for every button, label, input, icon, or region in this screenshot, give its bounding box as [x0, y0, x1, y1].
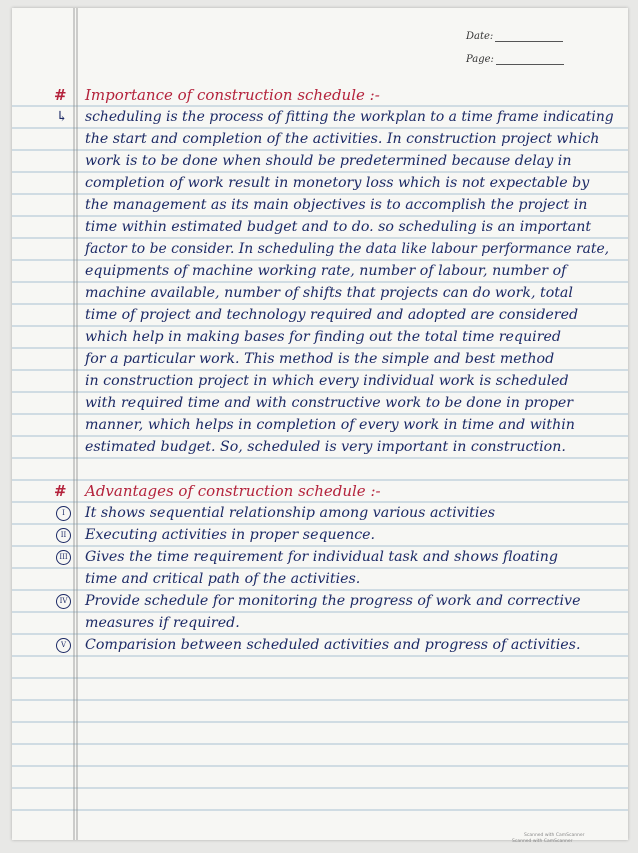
list-item-continued: time and critical path of the activities. — [85, 571, 361, 587]
page-field — [466, 54, 564, 65]
hash-marker: # — [54, 482, 67, 500]
section1-line: equipments of machine working rate, number of labour, number of — [85, 263, 567, 279]
section1-line: in construction project in which every individual work is scheduled — [85, 373, 569, 389]
hash-marker: # — [54, 86, 67, 104]
section1-line: time of project and technology required and adopted are considered — [85, 307, 579, 323]
section1-line: which help in making bases for finding out the total time required — [85, 329, 561, 345]
item-number: III — [56, 550, 71, 565]
list-item-continued: measures if required. — [85, 615, 240, 631]
date-label: Date: — [466, 31, 494, 42]
arrow-icon: ↳ — [56, 109, 68, 125]
section1-line: machine available, number of shifts that projects can do work, total — [85, 285, 573, 301]
section1-line: work is to be done when should be predetermined because delay in — [85, 153, 572, 169]
section2-heading-row — [12, 480, 628, 502]
item-number: I — [56, 506, 71, 521]
section1-line: with required time and with constructive work to be done in proper — [85, 395, 574, 411]
section1-line: for a particular work. This method is the simple and best method — [85, 351, 555, 367]
section1-line: completion of work result in monetory loss which is not expectable by — [85, 175, 590, 191]
list-item: IV Provide schedule for monitoring the progress of work and corrective — [12, 590, 628, 612]
section1-line: manner, which helps in completion of every work in time and within — [85, 417, 575, 433]
list-item: III Gives the time requirement for individual task and shows floating — [12, 546, 628, 568]
section1-heading: Importance of construction schedule :- — [85, 86, 380, 104]
section1-line: time within estimated budget and to do. so scheduling is an important — [85, 219, 592, 235]
item-number: II — [56, 528, 71, 543]
item-number: IV — [56, 594, 71, 609]
list-item: II Executing activities in proper sequence. — [12, 524, 628, 546]
page-label: Page: — [466, 54, 494, 65]
section1-heading-row — [12, 84, 628, 106]
section1-line: the management as its main objectives is to accomplish the project in — [85, 197, 588, 213]
item-number: V — [56, 638, 71, 653]
date-field — [466, 31, 563, 42]
list-item: I It shows sequential relationship among various activities — [12, 502, 628, 524]
section1-line: the start and completion of the activities. In construction project which — [85, 131, 600, 147]
notebook-page — [12, 8, 628, 840]
section1-line: factor to be consider. In scheduling the data like labour performance rate, — [85, 241, 610, 257]
scanner-watermark: Scanned with CamScanner — [524, 833, 585, 838]
section1-line: ↳ scheduling is the process of fitting the workplan to a time frame indicating — [12, 106, 628, 128]
section1-line: estimated budget. So, scheduled is very important in construction. — [85, 439, 566, 455]
section2-heading: Advantages of construction schedule :- — [85, 482, 381, 500]
scanner-watermark: Scanned with CamScanner — [512, 839, 573, 844]
list-item: V Comparision between scheduled activities and progress of activities. — [12, 634, 628, 656]
